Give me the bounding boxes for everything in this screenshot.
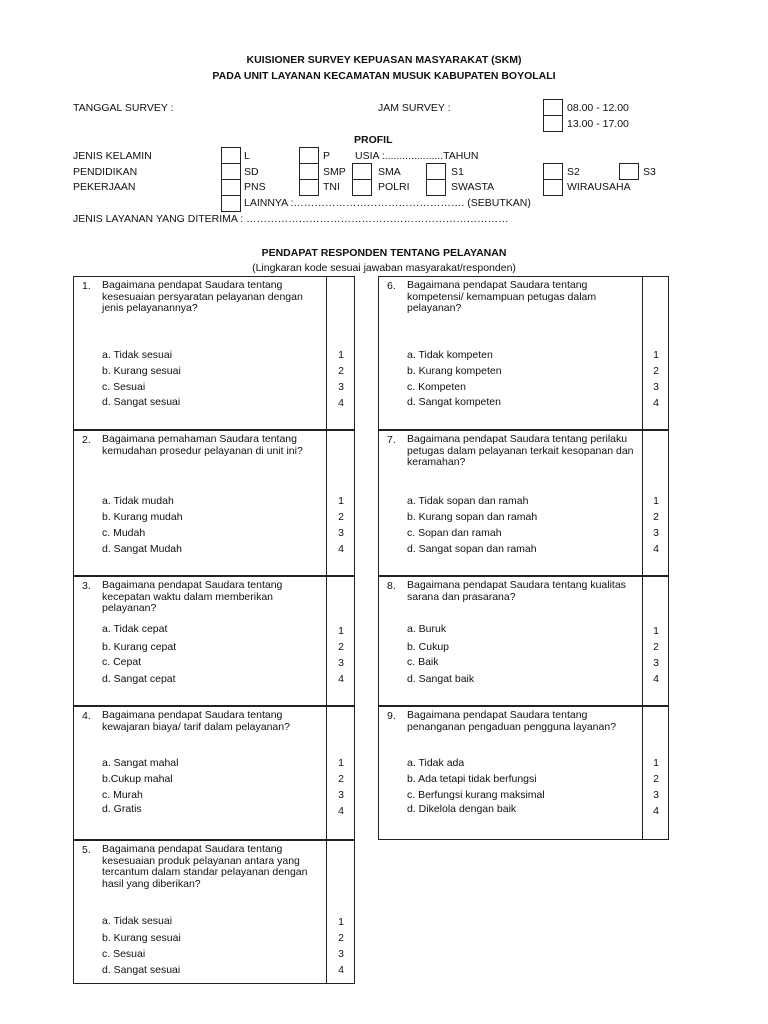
answer-option: c. Baik bbox=[407, 656, 439, 668]
answer-option: b. Cukup bbox=[407, 641, 450, 653]
answer-option: c. Mudah bbox=[102, 527, 146, 539]
answer-option: c. Kompeten bbox=[407, 381, 466, 393]
answer-code[interactable]: 1 bbox=[338, 349, 344, 361]
code-column-divider bbox=[326, 431, 327, 575]
question-8-box bbox=[378, 576, 669, 706]
question-text: Bagaimana pendapat Saudara tentang kompetensi/ kemampuan petugas dalam pelayanan? bbox=[407, 279, 597, 314]
jam-option-1-checkbox[interactable] bbox=[543, 99, 563, 116]
answer-code[interactable]: 3 bbox=[338, 527, 344, 539]
answer-option: d. Sangat Mudah bbox=[102, 543, 182, 555]
question-5-box bbox=[73, 840, 355, 984]
answer-code[interactable]: 2 bbox=[653, 365, 659, 377]
answer-option: a. Tidak mudah bbox=[102, 495, 174, 507]
code-column-divider bbox=[326, 577, 327, 705]
pekerjaan-lainnya-field[interactable]: LAINNYA :…………………………………………. (SEBUTKAN) bbox=[244, 197, 531, 209]
answer-option: c. Sesuai bbox=[102, 381, 146, 393]
answer-option: c. Sesuai bbox=[102, 948, 146, 960]
answer-option: a. Buruk bbox=[407, 623, 447, 635]
question-text: Bagaimana pendapat Saudara tentang kesesuaian produk pelayanan antara yang tercantum dalam standar pelayanan dengan hasil yang diberikan? bbox=[102, 843, 308, 890]
answer-option: a. Tidak ada bbox=[407, 757, 465, 769]
answer-code[interactable]: 3 bbox=[338, 789, 344, 801]
question-4-box bbox=[73, 706, 355, 840]
answer-code[interactable]: 3 bbox=[653, 657, 659, 669]
answer-code[interactable]: 3 bbox=[653, 527, 659, 539]
answer-code[interactable]: 4 bbox=[338, 964, 344, 976]
answer-option: a. Tidak sesuai bbox=[102, 915, 173, 927]
pendidikan-sd-checkbox[interactable] bbox=[221, 163, 241, 180]
question-text: Bagaimana pemahaman Saudara tentang kemudahan prosedur pelayanan di unit ini? bbox=[102, 433, 303, 457]
pekerjaan-lainnya-checkbox[interactable] bbox=[221, 195, 241, 212]
jam-option-2-checkbox[interactable] bbox=[543, 115, 563, 132]
answer-option: d. Sangat cepat bbox=[102, 673, 176, 685]
pekerjaan-polri-label: POLRI bbox=[378, 181, 410, 193]
question-1-box bbox=[73, 276, 355, 430]
answer-code[interactable]: 1 bbox=[653, 757, 659, 769]
answer-code[interactable]: 4 bbox=[338, 543, 344, 555]
question-text: Bagaimana pendapat Saudara tentang kualitas sarana dan prasarana? bbox=[407, 579, 626, 603]
answer-option: d. Sangat baik bbox=[407, 673, 475, 685]
gender-p-label: P bbox=[323, 150, 331, 162]
pekerjaan-label: PEKERJAAN bbox=[73, 181, 136, 193]
answer-code[interactable]: 2 bbox=[338, 641, 344, 653]
question-text: Bagaimana pendapat Saudara tentang kesesuaian persyaratan pelayanan dengan jenis pelayanannya? bbox=[102, 279, 303, 314]
answer-code[interactable]: 3 bbox=[653, 381, 659, 393]
answer-code[interactable]: 1 bbox=[338, 757, 344, 769]
code-column-divider bbox=[326, 277, 327, 429]
pekerjaan-tni-checkbox[interactable] bbox=[299, 179, 319, 196]
answer-code[interactable]: 2 bbox=[338, 365, 344, 377]
profil-heading: PROFIL bbox=[354, 134, 393, 146]
question-number: 2. bbox=[82, 434, 91, 446]
answer-code[interactable]: 4 bbox=[338, 673, 344, 685]
question-text: Bagaimana pendapat Saudara tentang perilaku petugas dalam pelayanan terkait kesopanan dan keramahan? bbox=[407, 433, 634, 468]
pekerjaan-wirausaha-label: WIRAUSAHA bbox=[567, 181, 631, 193]
code-column-divider bbox=[642, 431, 643, 575]
code-column-divider bbox=[642, 707, 643, 839]
gender-l-checkbox[interactable] bbox=[221, 147, 241, 164]
answer-option: d. Sangat sopan dan ramah bbox=[407, 543, 537, 555]
answer-code[interactable]: 2 bbox=[653, 641, 659, 653]
question-number: 9. bbox=[387, 710, 396, 722]
answer-code[interactable]: 2 bbox=[338, 511, 344, 523]
answer-option: c. Sopan dan ramah bbox=[407, 527, 502, 539]
question-3-box bbox=[73, 576, 355, 706]
answer-option: b. Kurang kompeten bbox=[407, 365, 502, 377]
question-number: 7. bbox=[387, 434, 396, 446]
answer-code[interactable]: 4 bbox=[653, 805, 659, 817]
answer-code[interactable]: 2 bbox=[338, 932, 344, 944]
answer-option: d. Dikelola dengan baik bbox=[407, 803, 517, 815]
gender-l-label: L bbox=[244, 150, 250, 162]
answer-option: d. Sangat kompeten bbox=[407, 396, 501, 408]
pendidikan-smp-label: SMP bbox=[323, 166, 346, 178]
pekerjaan-pns-label: PNS bbox=[244, 181, 266, 193]
pekerjaan-tni-label: TNI bbox=[323, 181, 340, 193]
pendapat-heading: PENDAPAT RESPONDEN TENTANG PELAYANAN bbox=[261, 247, 507, 259]
question-2-box bbox=[73, 430, 355, 576]
answer-option: b. Kurang sesuai bbox=[102, 365, 181, 377]
question-7-box bbox=[378, 430, 669, 576]
answer-code[interactable]: 1 bbox=[653, 495, 659, 507]
answer-code[interactable]: 1 bbox=[653, 625, 659, 637]
answer-option: a. Tidak kompeten bbox=[407, 349, 493, 361]
pekerjaan-swasta-checkbox[interactable] bbox=[426, 179, 446, 196]
code-column-divider bbox=[642, 577, 643, 705]
pendidikan-label: PENDIDIKAN bbox=[73, 166, 138, 178]
answer-option: c. Berfungsi kurang maksimal bbox=[407, 789, 545, 801]
pendidikan-s2-label: S2 bbox=[567, 166, 580, 178]
answer-option: b. Kurang sopan dan ramah bbox=[407, 511, 538, 523]
usia-field[interactable]: USIA :....................TAHUN bbox=[355, 150, 479, 162]
question-text: Bagaimana pendapat Saudara tentang kewajaran biaya/ tarif dalam pelayanan? bbox=[102, 709, 290, 733]
answer-option: b. Kurang mudah bbox=[102, 511, 183, 523]
answer-code[interactable]: 3 bbox=[653, 789, 659, 801]
jenis-kelamin-label: JENIS KELAMIN bbox=[73, 150, 152, 162]
answer-code[interactable]: 1 bbox=[338, 495, 344, 507]
pendidikan-sma-checkbox[interactable] bbox=[352, 163, 372, 180]
answer-option: a. Sangat mahal bbox=[102, 757, 179, 769]
answer-option: b.Cukup mahal bbox=[102, 773, 173, 785]
pekerjaan-wirausaha-checkbox[interactable] bbox=[543, 179, 563, 196]
answer-option: b. Ada tetapi tidak berfungsi bbox=[407, 773, 537, 785]
tanggal-survey-label: TANGGAL SURVEY : bbox=[73, 102, 174, 114]
answer-code[interactable]: 2 bbox=[338, 773, 344, 785]
pekerjaan-swasta-label: SWASTA bbox=[451, 181, 495, 193]
jam-option-2-label: 13.00 - 17.00 bbox=[567, 118, 629, 130]
answer-option: b. Kurang sesuai bbox=[102, 932, 181, 944]
answer-code[interactable]: 1 bbox=[338, 916, 344, 928]
question-number: 3. bbox=[82, 580, 91, 592]
answer-option: c. Cepat bbox=[102, 656, 142, 668]
pekerjaan-pns-checkbox[interactable] bbox=[221, 179, 241, 196]
question-number: 6. bbox=[387, 280, 396, 292]
pendidikan-smp-checkbox[interactable] bbox=[299, 163, 319, 180]
gender-p-checkbox[interactable] bbox=[299, 147, 319, 164]
jam-survey-label: JAM SURVEY : bbox=[378, 102, 451, 114]
answer-option: b. Kurang cepat bbox=[102, 641, 177, 653]
answer-code[interactable]: 3 bbox=[338, 381, 344, 393]
answer-code[interactable]: 4 bbox=[653, 397, 659, 409]
code-column-divider bbox=[642, 277, 643, 429]
pendapat-subheading: (Lingkaran kode sesuai jawaban masyarakat/responden) bbox=[252, 262, 516, 274]
question-number: 4. bbox=[82, 710, 91, 722]
pendidikan-s1-label: S1 bbox=[451, 166, 464, 178]
form-title-line1: KUISIONER SURVEY KEPUASAN MASYARAKAT (SKM) bbox=[246, 54, 522, 66]
pekerjaan-polri-checkbox[interactable] bbox=[352, 179, 372, 196]
question-number: 1. bbox=[82, 280, 91, 292]
answer-code[interactable]: 4 bbox=[338, 805, 344, 817]
answer-option: a. Tidak sopan dan ramah bbox=[407, 495, 529, 507]
answer-code[interactable]: 2 bbox=[653, 511, 659, 523]
answer-option: c. Murah bbox=[102, 789, 143, 801]
jam-option-1-label: 08.00 - 12.00 bbox=[567, 102, 629, 114]
question-number: 5. bbox=[82, 844, 91, 856]
pendidikan-s3-label: S3 bbox=[643, 166, 656, 178]
form-title-line2: PADA UNIT LAYANAN KECAMATAN MUSUK KABUPATEN BOYOLALI bbox=[212, 70, 556, 82]
question-9-box bbox=[378, 706, 669, 840]
answer-option: d. Gratis bbox=[102, 803, 142, 815]
pendidikan-sma-label: SMA bbox=[378, 166, 401, 178]
answer-code[interactable]: 4 bbox=[653, 673, 659, 685]
answer-code[interactable]: 4 bbox=[653, 543, 659, 555]
pendidikan-s2-checkbox[interactable] bbox=[543, 163, 563, 180]
pendidikan-s3-checkbox[interactable] bbox=[619, 163, 639, 180]
answer-code[interactable]: 1 bbox=[653, 349, 659, 361]
answer-option: d. Sangat sesuai bbox=[102, 964, 181, 976]
answer-code[interactable]: 2 bbox=[653, 773, 659, 785]
pendidikan-s1-checkbox[interactable] bbox=[426, 163, 446, 180]
answer-code[interactable]: 3 bbox=[338, 948, 344, 960]
answer-option: a. Tidak cepat bbox=[102, 623, 168, 635]
question-number: 8. bbox=[387, 580, 396, 592]
question-text: Bagaimana pendapat Saudara tentang kecepatan waktu dalam memberikan pelayanan? bbox=[102, 579, 283, 614]
answer-option: d. Sangat sesuai bbox=[102, 396, 181, 408]
question-text: Bagaimana pendapat Saudara tentang penanganan pengaduan pengguna layanan? bbox=[407, 709, 617, 733]
code-column-divider bbox=[326, 841, 327, 983]
answer-code[interactable]: 4 bbox=[338, 397, 344, 409]
answer-code[interactable]: 1 bbox=[338, 625, 344, 637]
jenis-layanan-field[interactable]: JENIS LAYANAN YANG DITERIMA : ………………………………………………………………… bbox=[73, 213, 509, 225]
answer-option: a. Tidak sesuai bbox=[102, 349, 173, 361]
pendidikan-sd-label: SD bbox=[244, 166, 259, 178]
answer-code[interactable]: 3 bbox=[338, 657, 344, 669]
question-6-box bbox=[378, 276, 669, 430]
code-column-divider bbox=[326, 707, 327, 839]
